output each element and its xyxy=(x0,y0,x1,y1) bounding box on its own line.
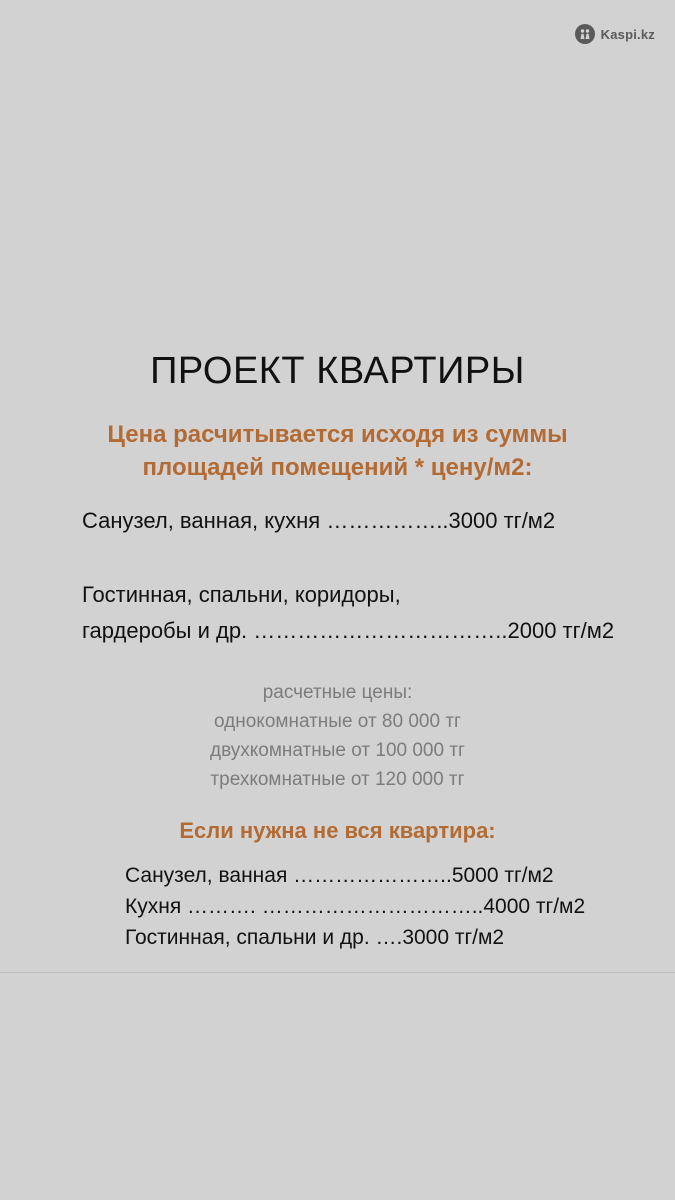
partial-price-item: Кухня ………. …………………………..4000 тг/м2 xyxy=(125,895,586,918)
pricing-formula-line-2: площадей помещений * цену/м2: xyxy=(142,454,533,481)
brand-label: Kaspi.kz xyxy=(600,26,655,42)
estimate-three-room: трехкомнатные от 120 000 тг xyxy=(210,769,465,790)
price-item-living-rooms-line-2: гардеробы и др. ……………………………..2000 тг/м2 xyxy=(82,618,615,643)
pricing-formula-line-1: Цена расчитывается исходя из суммы xyxy=(107,421,568,448)
price-item-bathroom-kitchen: Санузел, ванная, кухня ……………..3000 тг/м2 xyxy=(82,508,556,533)
price-item-living-rooms-line-1: Гостинная, спальни, коридоры, xyxy=(82,582,401,607)
partial-price-list xyxy=(125,860,585,953)
estimate-two-room: двухкомнатные от 100 000 тг xyxy=(210,740,465,761)
page-title: ПРОЕКТ КВАРТИРЫ xyxy=(150,350,525,392)
estimated-prices-heading: расчетные цены: xyxy=(262,682,413,703)
pricing-formula-note xyxy=(0,418,675,484)
partial-apartment-heading: Если нужна не вся квартира: xyxy=(179,818,496,843)
divider xyxy=(0,972,675,973)
kaspi-logo-icon xyxy=(575,24,595,44)
estimate-one-room: однокомнатные от 80 000 тг xyxy=(214,711,461,732)
brand-watermark xyxy=(575,24,655,44)
partial-price-item: Гостинная, спальни и др. ….3000 тг/м2 xyxy=(125,926,505,949)
estimated-prices xyxy=(0,678,675,794)
partial-price-item: Санузел, ванная …………………..5000 тг/м2 xyxy=(125,864,554,887)
